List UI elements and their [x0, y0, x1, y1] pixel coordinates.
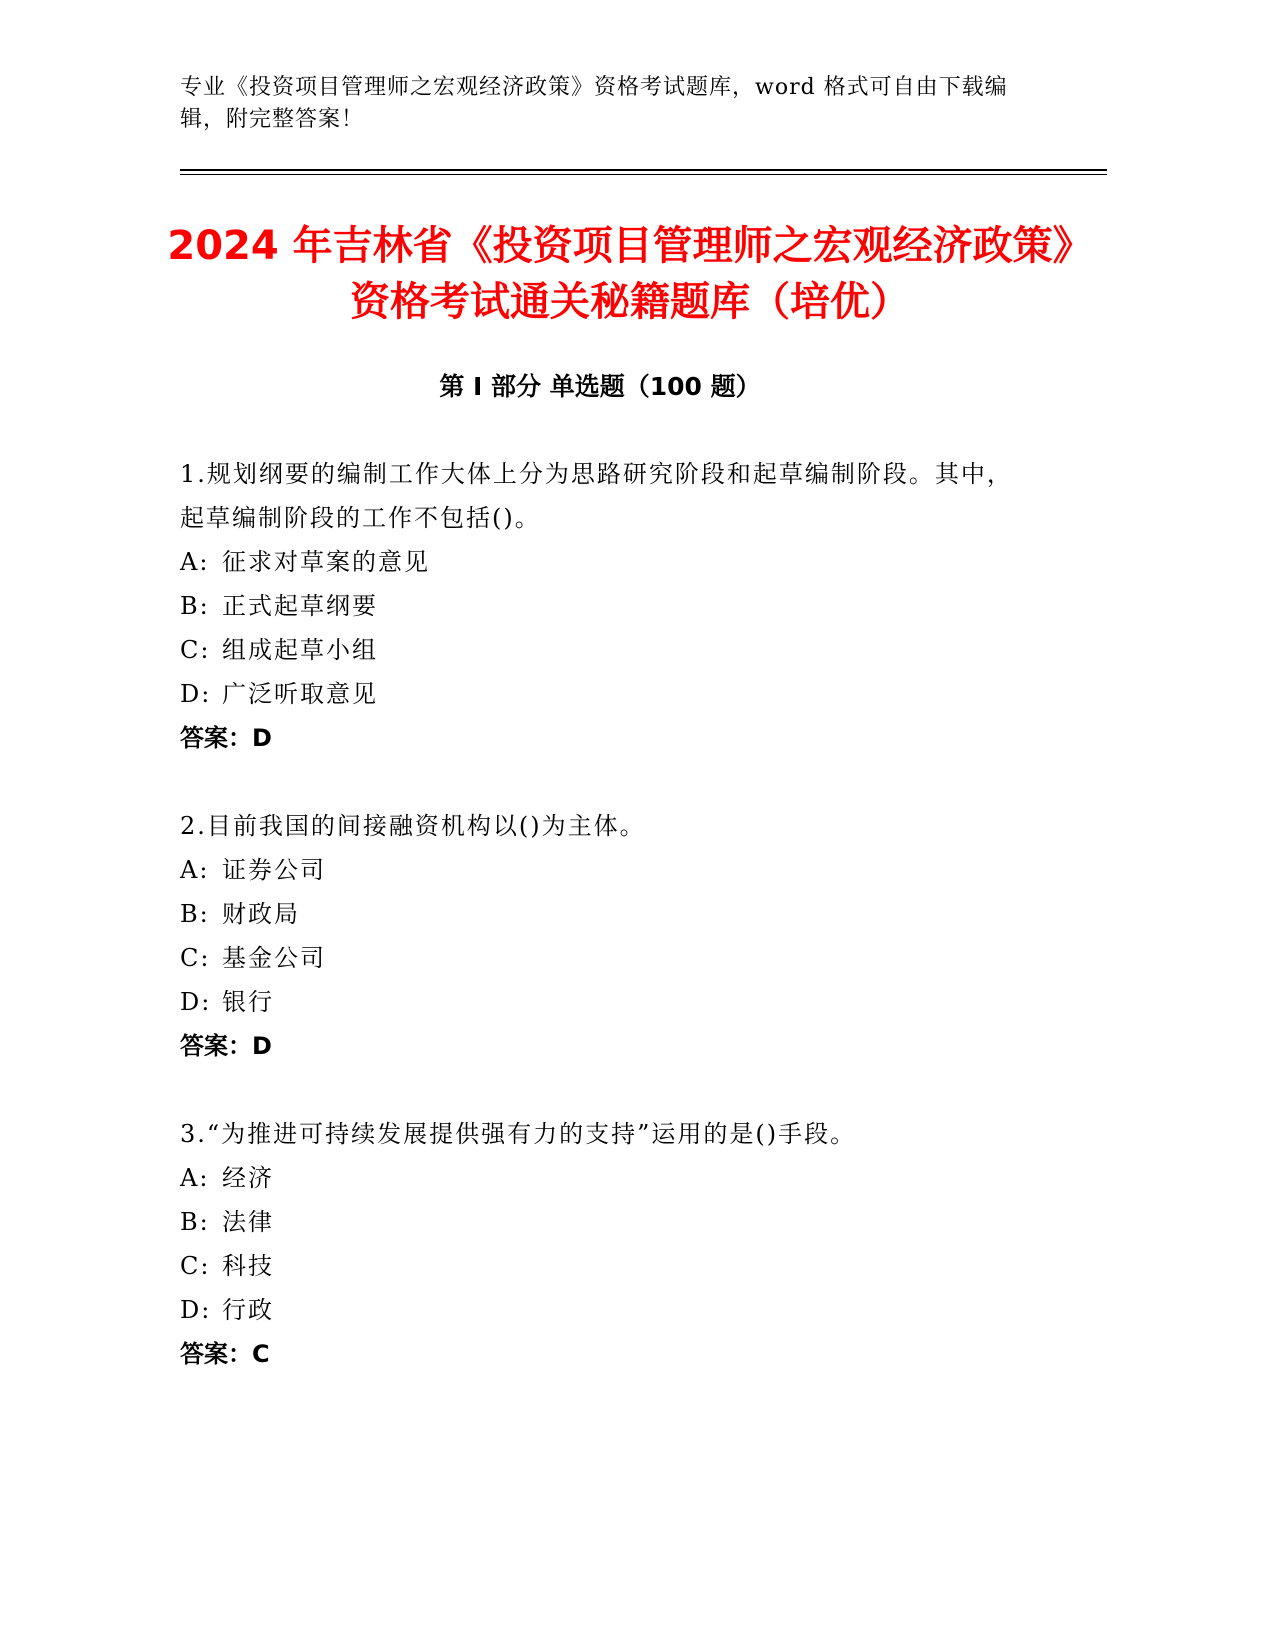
option-letter: D: [180, 1296, 212, 1324]
option-text: 广泛听取意见 [222, 680, 378, 708]
option-b [180, 1200, 1030, 1244]
option-text: 基金公司 [222, 944, 326, 972]
option-d [180, 672, 1030, 716]
option-text: 财政局 [222, 900, 300, 928]
header-note: 专业《投资项目管理师之宏观经济政策》资格考试题库，word 格式可自由下载编辑，附完整答案！ [180, 75, 1008, 132]
option-a [180, 848, 1030, 892]
option-text: 证券公司 [222, 856, 326, 884]
option-b [180, 584, 1030, 628]
option-a [180, 540, 1030, 584]
option-text: 科技 [222, 1252, 274, 1280]
option-d [180, 1288, 1030, 1332]
question-stem: 3.“为推进可持续发展提供强有力的支持”运用的是()手段。 [180, 1120, 857, 1148]
option-text: 银行 [222, 988, 274, 1016]
option-d [180, 980, 1030, 1024]
option-c [180, 936, 1030, 980]
question-stem: 1.规划纲要的编制工作大体上分为思路研究阶段和起草编制阶段。其中，起草编制阶段的工作不包括()。 [180, 460, 1013, 532]
question-stem: 2.目前我国的间接融资机构以()为主体。 [180, 812, 646, 840]
option-letter: C: [180, 944, 211, 972]
option-letter: C: [180, 636, 211, 664]
option-text: 征求对草案的意见 [222, 548, 430, 576]
section-title: 第 I 部分 单选题（100 题） [439, 372, 761, 401]
option-letter: C: [180, 1252, 211, 1280]
option-text: 行政 [222, 1296, 274, 1324]
option-letter: A: [180, 1164, 210, 1192]
question-3 [180, 1112, 1030, 1376]
option-c [180, 628, 1030, 672]
option-text: 正式起草纲要 [222, 592, 378, 620]
answer-line: 答案：D [180, 1032, 272, 1060]
option-letter: A: [180, 856, 210, 884]
option-b [180, 892, 1030, 936]
option-text: 经济 [222, 1164, 274, 1192]
answer-line: 答案：D [180, 724, 272, 752]
option-text: 组成起草小组 [222, 636, 378, 664]
option-letter: B: [180, 900, 210, 928]
option-c [180, 1244, 1030, 1288]
header-rule-thick [180, 169, 1107, 171]
option-letter: B: [180, 1208, 210, 1236]
header-rule-thin [180, 174, 1107, 175]
option-letter: A: [180, 548, 210, 576]
question-1 [180, 452, 1030, 760]
answer-line: 答案：C [180, 1340, 270, 1368]
option-a [180, 1156, 1030, 1200]
document-title: 2024 年吉林省《投资项目管理师之宏观经济政策》资格考试通关秘籍题库（培优） [167, 223, 1093, 325]
question-list [180, 452, 1030, 1420]
option-letter: D: [180, 988, 212, 1016]
question-2 [180, 804, 1030, 1068]
option-letter: B: [180, 592, 210, 620]
option-text: 法律 [222, 1208, 274, 1236]
option-letter: D: [180, 680, 212, 708]
